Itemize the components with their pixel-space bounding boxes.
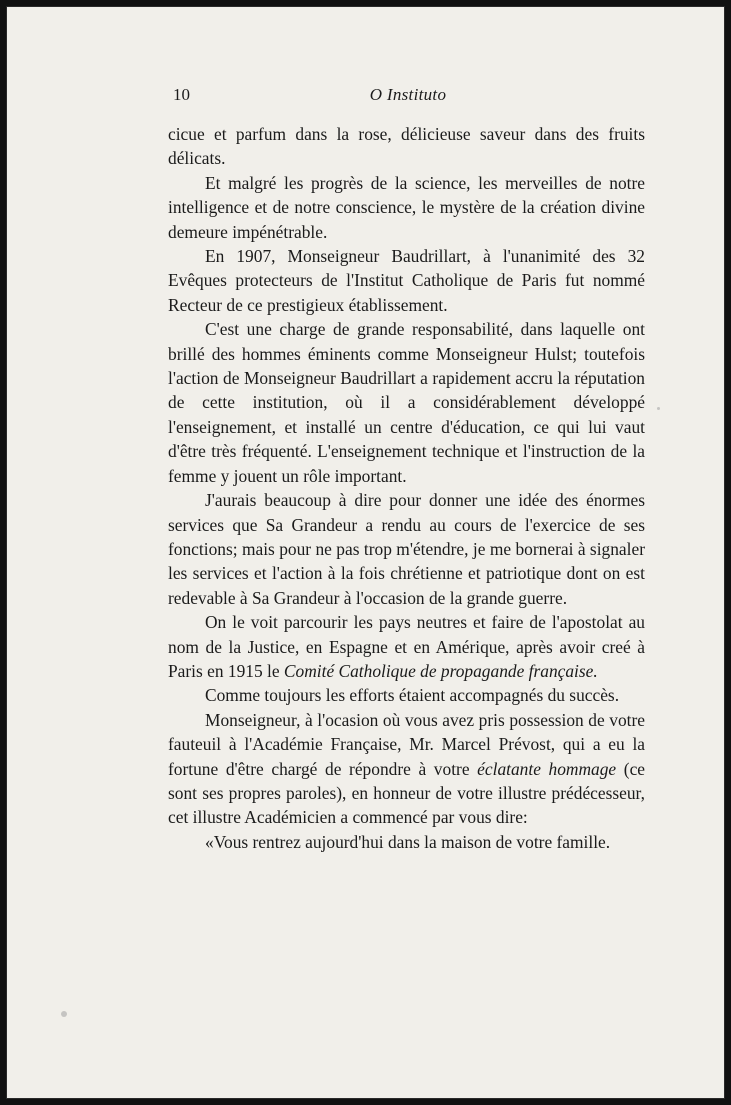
page-header <box>169 85 647 109</box>
paragraph-8 <box>168 708 645 830</box>
body-text <box>168 122 645 854</box>
paper-speck <box>657 407 660 410</box>
paragraph-6 <box>168 610 645 683</box>
page-number: 10 <box>173 85 190 104</box>
paragraph-5: J'aurais beaucoup à dire pour donner une idée des énormes services que Sa Grandeur a rendu au cours de l'exercice de ses fonctions; mais pour ne pas trop m'étendre, je me bornerai à signaler les services et l'action à la fois chrétienne et patriotique dont on est redevable à Sa Grandeur à l'occasion de la grande guerre. <box>168 490 645 608</box>
paragraph-9: «Vous rentrez aujourd'hui dans la maison de votre famille. <box>205 831 611 852</box>
paragraph-7: Comme toujours les efforts étaient accompagnés du succès. <box>205 685 620 706</box>
running-title: O Instituto <box>369 85 447 104</box>
paragraph-3: En 1907, Monseigneur Baudrillart, à l'unanimité des 32 Evêques protecteurs de l'Institut Catholique de Paris fut nommé Recteur de ce prestigieux établissement. <box>168 246 645 315</box>
page-sheet <box>6 6 725 1099</box>
eclatante-hommage: éclatante hommage <box>477 758 617 779</box>
comite-title: Comité Catholique de propagande française. <box>283 660 598 681</box>
paragraph-2: Et malgré les progrès de la science, les merveilles de notre intelligence et de notre conscience, le mystère de la création divine demeure impénétrable. <box>168 172 645 242</box>
paragraph-1: cicue et parfum dans la rose, délicieuse saveur dans des fruits délicats. <box>168 124 645 169</box>
paragraph-6-text: On le voit parcourir les pays neutres et faire de l'apostolat au nom de la Justice, en Espagne et en Amérique, après avoir creé à Paris en 1915 le <box>168 612 645 681</box>
paragraph-4: C'est une charge de grande responsabilité, dans laquelle ont brillé des hommes éminents comme Monseigneur Hulst; toutefois l'action de Monseigneur Baudrillart a rapidement accru la réputation de cette institution, où il a considérablement développé l'enseignement, et installé un centre d'éducation, ce qui lui vaut d'être très fréquenté. L'enseignement technique et l'instruction de la femme y jouent un rôle important. <box>168 319 645 486</box>
paragraph-8-text-b: (ce sont ses propres paroles), en honneur de votre illustre prédécesseur, cet illustre Académicien a commencé par vous dire: <box>168 758 646 828</box>
paper-speck <box>61 1011 67 1017</box>
paragraph-8-text-a: Monseigneur, à l'ocasion où vous avez pris possession de votre fauteuil à l'Académie Française, Mr. Marcel Prévost, qui a eu la fortune d'être chargé de répondre à votre <box>168 709 645 779</box>
